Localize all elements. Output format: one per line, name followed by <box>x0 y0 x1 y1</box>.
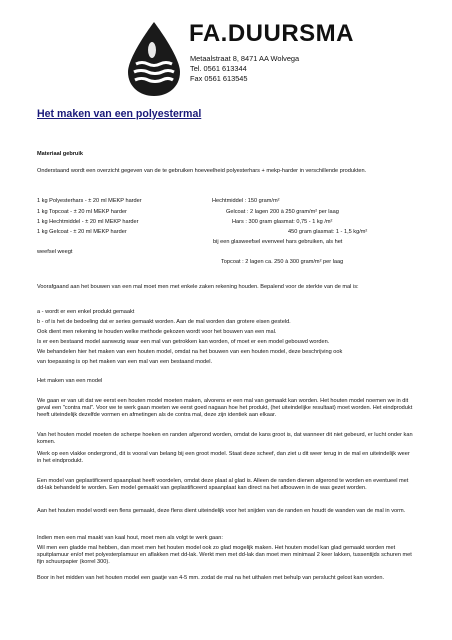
list-item: a - wordt er een enkel produkt gemaakt <box>37 309 135 315</box>
company-address: Metaalstraat 8, 8471 AA Wolvega <box>190 54 300 63</box>
material-line: 1 kg Polyesterhars - ± 20 ml MEKP harder <box>37 198 142 204</box>
material-spec: Gelcoat : 2 lagen 200 à 250 gram/m² per laag <box>226 209 339 215</box>
material-line: 1 kg Hechtmiddel - ± 20 ml MEKP harder <box>37 219 139 225</box>
material-line: 1 kg Gelcoat - ± 20 ml MEKP harder <box>37 229 127 235</box>
list-item: Ook dient men rekening te houden welke methode gekozen wordt voor het bouwen van een mal. <box>37 329 277 335</box>
paragraph: Wil men een gladde mal hebben, dan moet men het houten model ook zo glad mogelijk maken. Het houten model kan glad gemaakt worden met spuitplamuur en/of met polyesterplamuur en aflakken met dd-lak. Werkt men met dd-lak dan moet men minimaal 2 keer lakken, tussentijds schuren met fijn schuurpapier (korrel 300). <box>37 545 412 565</box>
water-drop-logo-icon <box>118 20 190 98</box>
material-note: bij een glasweefsel evenveel hars gebruiken, als het <box>213 239 343 245</box>
section-heading: Materiaal gebruik <box>37 151 84 157</box>
paragraph: Boor in het midden van het houten model een gaatje van 4-5 mm. zodat de mal na het uithalen met behulp van perslucht gelost kan worden. <box>37 575 385 581</box>
material-spec: Topcoat : 2 lagen ca. 250 à 300 gram/m² per laag <box>221 259 344 265</box>
paragraph: Van het houten model moeten de scherpe hoeken en randen afgerond worden, omdat de kans groot is, dat wanneer dit niet gebeurd, er lucht onder kan komen. <box>37 432 413 445</box>
company-tel: Tel. 0561 613344 <box>190 64 247 73</box>
paragraph: Voorafgaand aan het bouwen van een mal moet men met enkele zaken rekening houden. Bepalend voor de sterkte van de mal is: <box>37 284 359 290</box>
paragraph: Indien men een mal maakt van kaal hout, moet men als volgt te werk gaan: <box>37 535 223 541</box>
material-spec: Hechtmiddel : 150 gram/m² <box>212 198 280 204</box>
list-item: van toepassing is op het maken van een mal van een bestaand model. <box>37 359 213 365</box>
intro-paragraph: Onderstaand wordt een overzicht gegeven van de te gebruiken hoeveelheid polyesterhars + mekp-harder in verschillende produkten. <box>37 168 367 174</box>
material-line: 1 kg Topcoat - ± 20 ml MEKP harder <box>37 209 127 215</box>
paragraph: Werk op een vlakke ondergrond, dit is vooral van belang bij een groot model. Staat deze scheef, dan ziet u dit weer terug in de mal en uiteindelijk weer in het eindprodukt. <box>37 451 410 464</box>
company-logo <box>118 20 363 98</box>
list-item: Is er een bestaand model aanwezig waar een mal van getrokken kan worden, of moet er een model gebouwd worden. <box>37 339 330 345</box>
subheading: Het maken van een model <box>37 378 103 384</box>
list-item: b - of is het de bedoeling dat er series gemaakt worden. Aan de mal worden dan grotere eisen gesteld. <box>37 319 291 325</box>
material-spec: Hars : 300 gram glasmat: 0,75 - 1 kg /m² <box>232 219 333 225</box>
material-note: weefsel weegt <box>37 249 73 255</box>
company-fax: Fax 0561 613545 <box>190 74 248 83</box>
paragraph: We gaan er van uit dat we eerst een houten model moeten maken, alvorens er een mal van gemaakt kan worden. Het houten model noemen we in dit geval een "contra mal". Voor we te werk gaan moeten we eerst goed nagaan hoe het produkt, (het uiteindelijke resultaat) moet worden. Het eindprodukt heeft uiteindelijk dezelfde vormen en afmetingen als de contra mal, deze zijn identiek aan elkaar. <box>37 398 413 418</box>
material-spec: 450 gram glasmat: 1 - 1,5 kg/m² <box>288 229 368 235</box>
company-name: FA.DUURSMA <box>189 20 354 47</box>
list-item: We behandelen hier het maken van een houten model, omdat na het bouwen van een houten model, deze beschrijving ook <box>37 349 343 355</box>
page-title: Het maken van een polyestermal <box>37 108 202 120</box>
paragraph: Een model van geplastificeerd spaanplaat heeft voordelen, omdat deze plaat al glad is. Alleen de randen dienen afgerond te worden en eventueel met dd-lak behandeld te worden. Een model gemaakt van geplastificeerd spaanplaat kan direct na het afbouwen in de was gezet worden. <box>37 478 409 491</box>
paragraph: Aan het houten model wordt een flens gemaakt, deze flens dient uiteindelijk voor het snijden van de randen en houdt de wanden van de mal in vorm. <box>37 508 406 514</box>
